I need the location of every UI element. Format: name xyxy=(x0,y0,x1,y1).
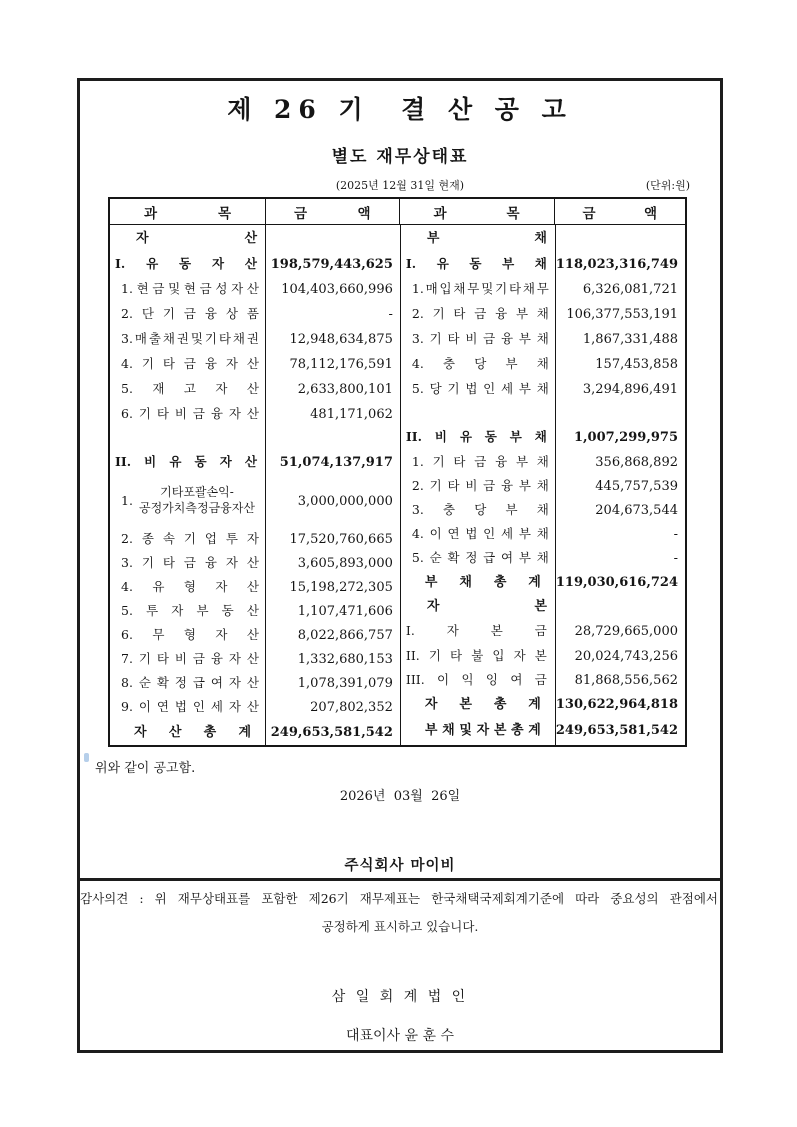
account-cell xyxy=(401,668,556,692)
account-name: I. 자 본 금 xyxy=(405,622,547,638)
amount-cell: 3,000,000,000 xyxy=(297,493,393,509)
account-name: II. 기 타 불 입 자 본 xyxy=(405,647,547,663)
as-of-date: (2025년 12월 31일 현재) xyxy=(335,179,465,192)
amount-cell: 15,198,272,305 xyxy=(289,579,393,595)
account-cell xyxy=(401,644,556,668)
amount-cell xyxy=(556,225,685,251)
table-row xyxy=(401,225,685,251)
account-cell xyxy=(110,277,266,302)
account-cell xyxy=(110,225,266,251)
header-cell xyxy=(400,199,555,224)
account-name: 부 채 총 계 xyxy=(424,574,541,590)
table-row xyxy=(401,277,685,302)
account-name: 6. 기 타 비 금 융 자 산 xyxy=(121,406,259,422)
account-name: I. 유 동 부 채 xyxy=(405,255,547,271)
table-row xyxy=(110,251,400,277)
table-row xyxy=(401,327,685,352)
account-cell xyxy=(110,527,266,551)
account-number: 1. xyxy=(121,492,133,508)
account-cell xyxy=(110,551,266,575)
account-cell xyxy=(401,450,556,474)
account-name: 5. 투 자 부 동 산 xyxy=(121,602,259,618)
amount-cell: - xyxy=(673,550,678,566)
account-name: 5. 재 고 자 산 xyxy=(121,381,259,397)
table-row xyxy=(110,719,400,745)
header-cell-char: 액 xyxy=(357,205,371,222)
account-cell xyxy=(110,327,266,352)
announcement-note: 위와 같이 공고함. xyxy=(95,761,196,776)
account-cell xyxy=(401,546,556,570)
amount-cell: 3,605,893,000 xyxy=(297,555,393,571)
account-cell xyxy=(110,302,266,327)
account-cell xyxy=(401,692,556,716)
account-name-multiline: 기타포괄손익- 공정가치측정금융자산 xyxy=(139,485,255,515)
amount-cell: 249,653,581,542 xyxy=(270,724,393,740)
account-cell xyxy=(401,277,556,302)
account-cell xyxy=(110,449,266,475)
account-cell xyxy=(110,719,266,745)
amount-cell: 1,867,331,488 xyxy=(582,332,678,347)
account-cell xyxy=(401,716,556,745)
account-name: I. 유 동 자 산 xyxy=(115,255,257,271)
account-name: 2. 단 기 금 융 상 품 xyxy=(121,306,259,322)
account-name: 3. 충 당 부 채 xyxy=(411,501,549,517)
amount-cell: - xyxy=(388,307,393,322)
account-cell xyxy=(401,225,556,251)
account-name: II. 비 유 동 부 채 xyxy=(405,428,547,444)
account-name: 3. 기 타 비 금 융 부 채 xyxy=(411,331,549,347)
account-cell xyxy=(401,302,556,327)
account-cell xyxy=(110,695,266,719)
account-cell xyxy=(401,424,556,450)
account-name: 3. 매 출 채 권 및 기 타 채 권 xyxy=(121,331,259,347)
amount-cell: 130,622,964,818 xyxy=(555,696,678,712)
amount-cell: 1,332,680,153 xyxy=(297,651,393,667)
account-cell xyxy=(401,570,556,594)
table-row xyxy=(401,546,685,570)
table-row xyxy=(401,474,685,498)
balance-sheet-table xyxy=(108,197,687,747)
table-row xyxy=(401,302,685,327)
assets-column xyxy=(110,225,401,745)
amount-cell: 1,007,299,975 xyxy=(573,429,678,445)
table-row xyxy=(110,623,400,647)
account-name: 5. 당 기 법 인 세 부 채 xyxy=(411,381,549,397)
account-cell xyxy=(401,377,556,402)
account-cell xyxy=(401,498,556,522)
account-name: 3. 기 타 금 융 자 산 xyxy=(121,554,259,570)
table-spacer-row xyxy=(110,427,400,449)
account-cell xyxy=(110,251,266,277)
company-name: 주식회사 마이비 xyxy=(344,857,456,874)
table-row xyxy=(401,644,685,668)
currency-unit-label: (단위:원) xyxy=(645,179,690,192)
account-name: 7. 기 타 비 금 융 자 산 xyxy=(121,650,259,666)
amount-cell: 106,377,553,191 xyxy=(566,307,678,322)
table-row xyxy=(401,251,685,277)
account-name: 4. 유 형 자 산 xyxy=(121,578,259,594)
amount-cell: 81,868,556,562 xyxy=(574,672,678,688)
header-cell-char: 과 xyxy=(144,205,158,222)
audit-firm-ceo: 대표이사 윤 훈 수 xyxy=(345,1028,455,1044)
audit-opinion-line1: 감사의견 : 위 재무상태표를 포함한 제26기 재무제표는 한국채택국제회계기준에 따라 중요성의 관점에서 xyxy=(80,891,718,906)
account-cell xyxy=(110,427,266,449)
table-row xyxy=(401,498,685,522)
account-name: 1. 현 금 및 현 금 성 자 산 xyxy=(121,281,259,297)
account-name: 부 채 xyxy=(426,230,547,246)
table-spacer-row xyxy=(401,402,685,424)
table-row xyxy=(401,692,685,716)
table-row xyxy=(401,668,685,692)
amount-cell: 249,653,581,542 xyxy=(555,723,678,738)
account-name: III. 이 익 잉 여 금 xyxy=(405,671,547,687)
account-cell xyxy=(401,327,556,352)
amount-cell: 3,294,896,491 xyxy=(582,382,678,397)
amount-cell: 119,030,616,724 xyxy=(555,574,678,590)
account-name: 자 본 xyxy=(426,598,547,614)
amount-cell: 445,757,539 xyxy=(595,478,678,494)
account-name: 6. 무 형 자 산 xyxy=(121,626,259,642)
table-row xyxy=(401,522,685,546)
amount-cell: 198,579,443,625 xyxy=(270,256,393,272)
amount-cell: 51,074,137,917 xyxy=(279,454,393,470)
header-cell-char: 액 xyxy=(643,205,657,222)
amount-cell: 1,078,391,079 xyxy=(297,675,393,691)
header-cell-char: 목 xyxy=(506,205,520,222)
account-cell xyxy=(401,352,556,377)
amount-cell: 8,022,866,757 xyxy=(297,627,393,643)
audit-opinion-line2: 공정하게 표시하고 있습니다. xyxy=(321,919,479,934)
account-name: 9. 이 연 법 인 세 자 산 xyxy=(121,698,259,714)
table-row xyxy=(110,575,400,599)
amount-cell xyxy=(266,225,400,251)
amount-cell: 2,633,800,101 xyxy=(297,382,393,397)
audit-section-divider xyxy=(80,878,720,881)
table-row xyxy=(110,402,400,427)
account-cell xyxy=(110,352,266,377)
table-row xyxy=(110,277,400,302)
account-cell xyxy=(110,402,266,427)
table-row xyxy=(401,450,685,474)
header-cell-char: 목 xyxy=(217,205,231,222)
amount-cell: 118,023,316,749 xyxy=(555,256,678,272)
account-cell xyxy=(401,594,556,618)
amount-cell: 207,802,352 xyxy=(310,699,393,715)
table-row xyxy=(110,377,400,402)
amount-cell: - xyxy=(673,526,678,542)
account-name: 8. 순 확 정 급 여 자 산 xyxy=(121,674,259,690)
scan-artifact xyxy=(84,753,89,762)
account-cell xyxy=(110,647,266,671)
audit-firm-name: 삼 일 회 계 법 인 xyxy=(331,989,469,1005)
account-cell xyxy=(110,599,266,623)
amount-cell xyxy=(266,427,400,449)
account-cell xyxy=(110,475,266,527)
document-title: 제 26 기 결 산 공 고 xyxy=(227,95,573,124)
amount-cell: 356,868,892 xyxy=(595,454,678,470)
amount-cell: 157,453,858 xyxy=(595,357,678,372)
table-row xyxy=(110,695,400,719)
amount-cell: 6,326,081,721 xyxy=(582,282,678,297)
account-cell xyxy=(110,623,266,647)
header-cell-char: 금 xyxy=(582,205,596,222)
header-cell xyxy=(110,199,266,224)
table-row xyxy=(401,352,685,377)
table-row xyxy=(110,647,400,671)
header-cell-char: 금 xyxy=(294,205,308,222)
account-cell xyxy=(401,402,556,424)
account-name: II. 비 유 동 자 산 xyxy=(115,453,257,469)
account-name: 4. 이 연 법 인 세 부 채 xyxy=(411,525,549,541)
account-name: 자 산 총 계 xyxy=(134,724,251,740)
account-name: 자 본 총 계 xyxy=(424,696,541,712)
account-cell xyxy=(110,377,266,402)
amount-cell: 20,024,743,256 xyxy=(574,648,678,664)
amount-cell: 481,171,062 xyxy=(310,407,393,422)
table-body xyxy=(110,225,685,745)
amount-cell xyxy=(556,402,685,424)
amount-cell: 17,520,760,665 xyxy=(289,531,393,547)
amount-cell: 104,403,660,996 xyxy=(281,282,393,297)
statement-subtitle: 별도 재무상태표 xyxy=(331,147,469,167)
account-cell xyxy=(401,474,556,498)
account-name: 2. 기 타 금 융 부 채 xyxy=(411,306,549,322)
amount-cell: 204,673,544 xyxy=(595,502,678,518)
amount-cell: 78,112,176,591 xyxy=(289,357,393,372)
account-name: 5. 순 확 정 급 여 부 채 xyxy=(411,549,549,565)
account-name: 2. 기 타 비 금 융 부 채 xyxy=(411,477,549,493)
table-row xyxy=(110,599,400,623)
table-row xyxy=(110,551,400,575)
account-name: 4. 충 당 부 채 xyxy=(411,356,549,372)
table-row xyxy=(401,716,685,745)
table-row xyxy=(401,570,685,594)
announcement-date: 2026년 03월 26일 xyxy=(339,789,461,804)
table-row xyxy=(110,225,400,251)
table-row xyxy=(110,527,400,551)
account-name: 자 산 xyxy=(136,230,257,246)
table-row xyxy=(110,302,400,327)
account-cell xyxy=(401,618,556,644)
account-name: 부 채 및 자 본 총 계 xyxy=(424,723,541,738)
amount-cell: 28,729,665,000 xyxy=(574,623,678,639)
account-cell xyxy=(401,251,556,277)
account-cell xyxy=(110,575,266,599)
account-name: 4. 기 타 금 융 자 산 xyxy=(121,356,259,372)
table-row xyxy=(401,618,685,644)
account-cell xyxy=(110,671,266,695)
table-row xyxy=(401,594,685,618)
table-row xyxy=(401,424,685,450)
table-row xyxy=(110,475,400,527)
table-row xyxy=(110,352,400,377)
liabilities-equity-column xyxy=(401,225,685,745)
amount-cell: 12,948,634,875 xyxy=(289,332,393,347)
table-header-row xyxy=(110,199,685,225)
header-cell xyxy=(555,199,686,224)
header-cell xyxy=(266,199,400,224)
account-cell xyxy=(401,522,556,546)
table-row xyxy=(110,671,400,695)
header-cell-char: 과 xyxy=(433,205,447,222)
amount-cell xyxy=(556,594,685,618)
table-row xyxy=(401,377,685,402)
account-name: 1. 기 타 금 융 부 채 xyxy=(411,453,549,469)
table-row xyxy=(110,327,400,352)
table-row xyxy=(110,449,400,475)
amount-cell: 1,107,471,606 xyxy=(297,603,393,619)
account-name: 1. 매 입 채 무 및 기 타 채 무 xyxy=(411,281,549,297)
account-name: 2. 종 속 기 업 투 자 xyxy=(121,530,259,546)
